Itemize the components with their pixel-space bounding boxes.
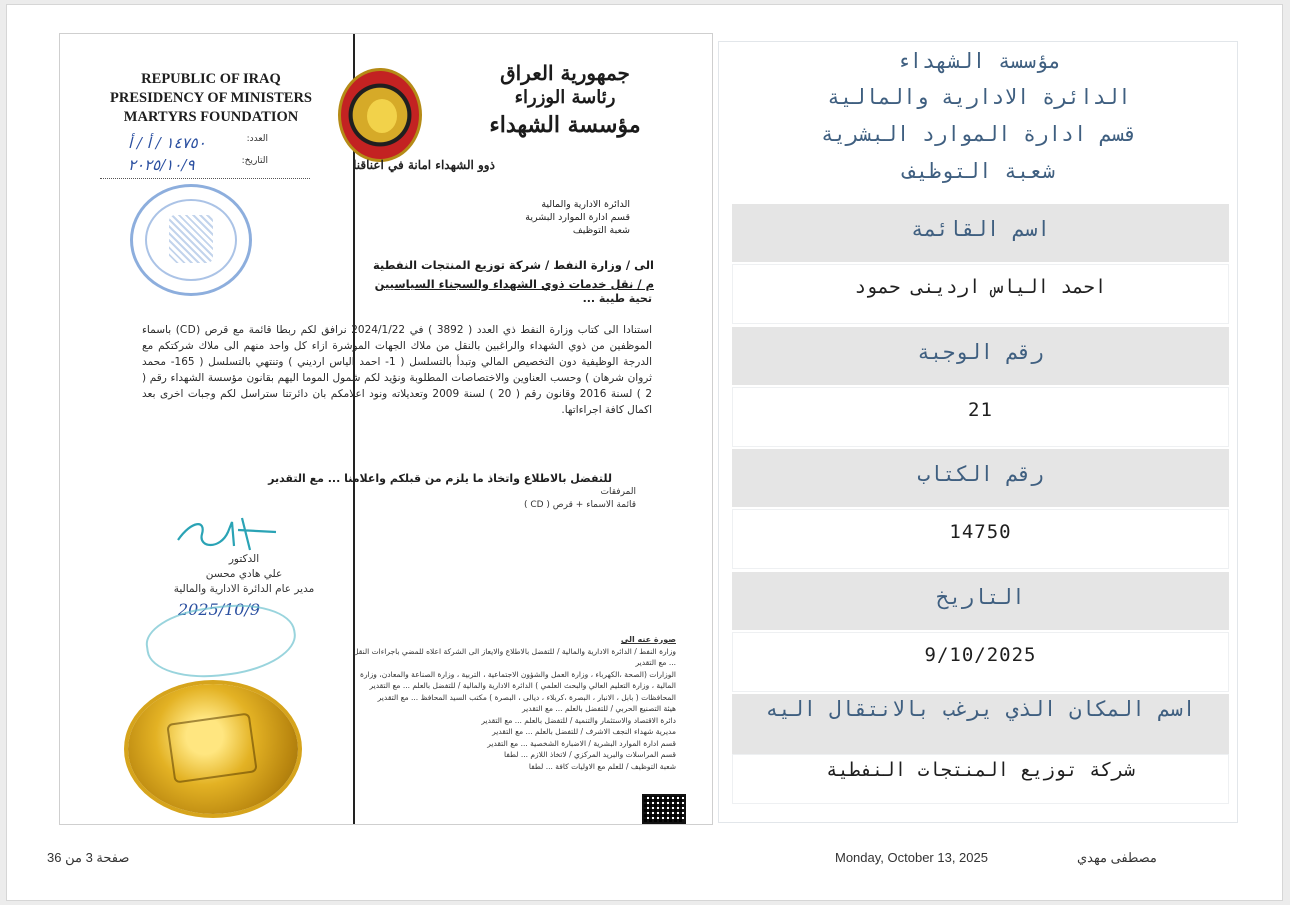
summary-card	[718, 41, 1238, 823]
number-date-block	[128, 134, 268, 178]
summary-header-line: شعبة التوظيف	[903, 159, 1055, 183]
signer-role: مدير عام الدائرة الادارية والمالية	[173, 583, 315, 595]
date-label: التاريخ:	[241, 156, 268, 166]
summary-header-line: مؤسسة الشهداء	[896, 49, 1062, 73]
foundation-logo-icon	[338, 68, 422, 162]
teal-stamp-icon	[142, 596, 300, 686]
greeting: تحية طيبة ...	[582, 292, 652, 305]
signer-block	[154, 552, 334, 597]
list-item: قسم المراسلات والبريد المركزي / لاتخاذ اللازم ... لطفا	[503, 750, 676, 759]
date-value: ٢٠٢٥/١٠/٩	[128, 156, 195, 174]
letterhead-line: REPUBLIC OF IRAQ	[141, 71, 281, 87]
signer-name: علي هادي محسن	[205, 568, 283, 580]
attachments-label: المرفقات	[600, 487, 636, 497]
letterhead-line: رئاسة الوزراء	[514, 87, 616, 108]
english-letterhead	[96, 70, 326, 127]
date-value: 9/10/2025	[732, 632, 1229, 692]
copy-to-list	[352, 634, 676, 772]
list-item: قسم ادارة الموارد البشرية / الاضبارة الشخصية ... مع التقدير	[487, 738, 676, 748]
letterhead-line: مؤسسة الشهداء	[489, 112, 641, 138]
letter-body: استنادا الى كتاب وزارة النفط ذي العدد ( 3892 ) في 2024/1/22 نرافق لكم ربطا قائمة مع قرص (CD) باسماء الموظفين من ذوي الشهداء والراغبين بالنقل من ملاك الجهات الموشرة ازاء كل واحد منهم الى ملاك شركتكم مع الدرجة الوظيفية دون التخصيص المالي وتبدأ بالتسلسل ( 1- احمد الياس ارديني ) وتنتهي بالتسلسل ( 165- محمد ثروان شرهان ) وحسب العناوين والاختصاصات المطلوبة ونؤيد لكم شمول الموما اليهم بقانون مؤسسة الشهداء رقم ( 2 ) لسنة 2016 وقانون رقم ( 20 ) لسنة 2009 وتعديلاته ونود اعلامكم بان دائرتنا ستراسل لكم وجبات اخرى بعد اكمال كافة اجراءاتها.	[142, 324, 652, 416]
gold-seal-icon	[128, 684, 298, 814]
addressee: الى / وزارة النفط / شركة توزيع المنتجات النفطية	[372, 258, 654, 272]
divider	[100, 178, 310, 179]
dept-line: قسم ادارة الموارد البشرية	[525, 212, 630, 223]
batch-value: 21	[732, 387, 1229, 447]
list-name-value: احمد الياس اردينى حمود	[732, 264, 1229, 324]
number-value: ١٤٧٥٠ / أ / أ	[128, 134, 206, 152]
list-item: شعبة التوظيف / للعلم مع الاوليات كافة ... لطفا	[528, 761, 676, 771]
letterhead-line: جمهورية العراق	[500, 61, 630, 85]
footer-author: مصطفى مهدي	[1077, 850, 1157, 865]
dept-line: الدائرة الادارية والمالية	[541, 199, 630, 210]
date-label: التاريخ	[732, 572, 1229, 630]
dept-line: شعبة التوظيف	[572, 225, 630, 236]
sign-date: 2025/10/9	[178, 600, 261, 619]
letterhead-line: MARTYRS FOUNDATION	[123, 109, 299, 125]
signature-icon	[172, 510, 282, 556]
destination-label: اسم المكان الذي يرغب بالانتقال اليه	[732, 694, 1229, 756]
list-item: هيئة التصنيع الحربي / للتفضل بالعلم ... مع التقدير	[522, 704, 676, 713]
closing-line: للتفضل بالاطلاع واتخاذ ما يلزم من قبلكم واعلامنا ... مع التقدير	[268, 472, 612, 485]
list-item: الوزارات (الصحة ،الكهرباء ، وزارة العمل والشؤون الاجتماعية ، التربية ، وزارة الصناعة والمعادن، وزارة المالية ، وزارة التعليم العالي والبحث العلمي ) الدائرة الادارية والمالية / للتفضل بالعلم ... مع التقدير	[360, 669, 676, 690]
motto: ذوو الشهداء امانة في اعناقنا	[353, 158, 495, 172]
qr-code-icon	[642, 794, 686, 824]
attachments-value: قائمة الاسماء + قرص ( CD )	[523, 500, 636, 510]
destination-value: شركة توزيع المنتجات النفطية	[732, 754, 1229, 804]
list-item: المحافظات ( بابل ، الانبار ، البصرة ،كربلاء ، ديالى ، البصرة ) مكتب السيد المحافظ ... مع التقدير	[377, 692, 676, 702]
addressee-block	[234, 256, 654, 294]
page-sheet	[6, 4, 1283, 901]
batch-label: رقم الوجبة	[732, 327, 1229, 385]
copy-to-label: صورة عنه الى	[620, 635, 676, 644]
letterhead-line: PRESIDENCY OF MINISTERS	[110, 90, 312, 106]
list-item: مديرية شهداء النجف الاشرف / للتفضل بالعلم ... مع التقدير	[492, 727, 676, 736]
letter-number-label: رقم الكتاب	[732, 449, 1229, 507]
summary-header-line: قسم ادارة الموارد البشرية	[820, 122, 1138, 146]
letter-number-value: 14750	[732, 509, 1229, 569]
scanned-letter	[59, 33, 713, 825]
number-label: العدد:	[246, 134, 268, 144]
department-block	[430, 198, 630, 237]
signer-title: الدكتور	[228, 553, 260, 565]
list-item: وزارة النفط / الدائرة الادارية والمالية / للتفضل بالاطلاع والايعاز الى الشركة اعلاه للمضي باجراءات النقل ... مع التقدير	[353, 646, 676, 667]
attachments	[524, 486, 636, 512]
footer-date: Monday, October 13, 2025	[835, 850, 988, 865]
list-name-label: اسم القائمة	[732, 204, 1229, 262]
summary-header-line: الدائرة الادارية والمالية	[827, 85, 1131, 109]
arabic-letterhead	[470, 60, 660, 140]
subject: م / نقل خدمات ذوي الشهداء والسجناء السياسيين	[374, 277, 654, 291]
page-number: صفحة 3 من 36	[47, 850, 130, 865]
list-item: دائرة الاقتصاد والاستثمار والتنمية / للتفضل بالعلم ... مع التقدير	[481, 715, 676, 725]
summary-header	[719, 42, 1239, 190]
